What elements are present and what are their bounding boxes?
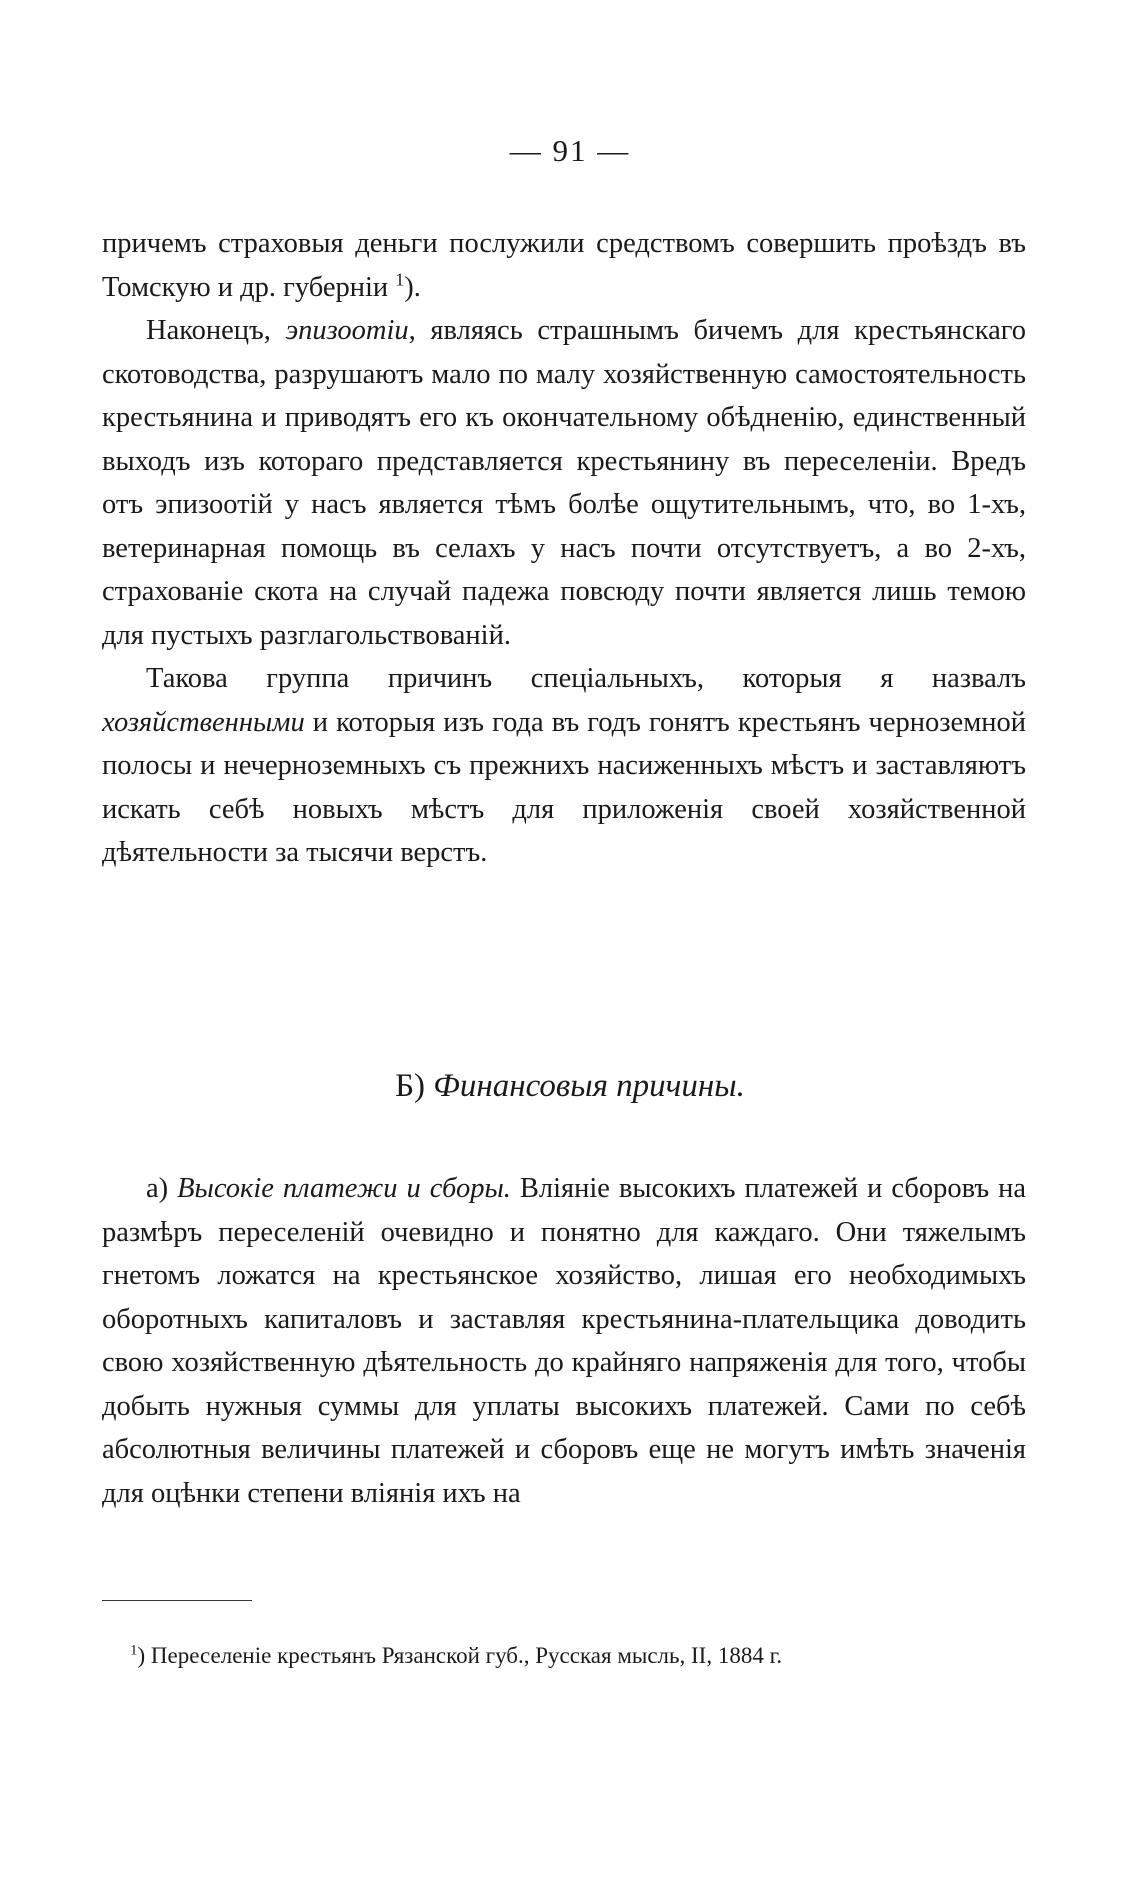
footnote-marker: 1 <box>130 1642 138 1659</box>
paragraph-epizootics <box>102 309 1026 657</box>
paragraph-lead: Такова группа причинъ спеціальныхъ, которыя я назвалъ <box>146 663 1026 694</box>
footnote-reference[interactable]: 1 <box>395 269 405 289</box>
paragraph-text-tail: ). <box>404 271 421 303</box>
section-heading <box>0 1068 1140 1105</box>
main-text-block-2 <box>102 1167 1026 1515</box>
paragraph-lead: Наконецъ, <box>146 315 286 346</box>
paragraph-economic-causes <box>102 657 1026 875</box>
paragraph-text: и которыя изъ года въ годъ гонятъ крестьянъ черноземной полосы и нечерноземныхъ съ прежнихъ насиженныхъ мѣстъ и заставляютъ искать себѣ новыхъ мѣстъ для приложенія своей хозяйственной дѣятельности за тысячи верстъ. <box>102 706 1026 868</box>
paragraph-text: , являясь страшнымъ бичемъ для крестьянскаго скотоводства, разрушаютъ мало по малу хозяйственную самостоятельность крестьянина и приводятъ его къ окончательному обѣдненію, единственный выходъ изъ котораго представляется крестьянину въ переселеніи. Вредъ отъ эпизоотій у насъ является тѣмъ болѣе ощутительнымъ, что, во 1-хъ, ветеринарная помощь въ селахъ у насъ почти отсутствуетъ, а во 2-хъ, страхованіе скота на случай падежа повсюду почти является лишь темою для пустыхъ разглагольствованій. <box>102 315 1026 651</box>
page-number: — 91 — <box>509 133 631 168</box>
footnote-marker-close: ) <box>137 1643 146 1668</box>
main-text-block-1 <box>102 222 1026 875</box>
footnote <box>130 1640 1010 1672</box>
paragraph-high-payments <box>102 1167 1026 1515</box>
footnote-text: Переселеніе крестьянъ Рязанской губ., Русская мысль, II, 1884 г. <box>145 1643 783 1668</box>
paragraph-text: Вліяніе высокихъ платежей и сборовъ на размѣръ переселеній очевидно и понятно для каждаго. Они тяжелымъ гнетомъ ложатся на крестьянское хозяйство, лишая его необходимыхъ оборотныхъ капиталовъ и заставляя крестьянина-плательщика доводить свою хозяйственную дѣятельность до крайняго напряженія для того, чтобы добыть нужныя суммы для уплаты высокихъ платежей. Сами по себѣ абсолютныя величины платежей и сборовъ еще не могутъ имѣть значенія для оцѣнки степени вліянія ихъ на <box>102 1173 1027 1509</box>
paragraph-text: причемъ страховыя деньги послужили средствомъ совершить проѣздъ въ Томскую и др. губерніи <box>102 228 1026 303</box>
footnote-divider <box>102 1600 252 1601</box>
subsection-title: Высокіе платежи и сборы. <box>177 1173 511 1204</box>
section-title: Финансовыя причины. <box>433 1068 745 1104</box>
paragraph-continuation <box>102 222 1026 309</box>
section-letter: Б) <box>395 1068 434 1104</box>
paragraph-lead: а) <box>146 1173 178 1204</box>
emphasis-term: эпизоотіи <box>285 315 409 346</box>
emphasis-term: хозяйственными <box>102 706 305 738</box>
